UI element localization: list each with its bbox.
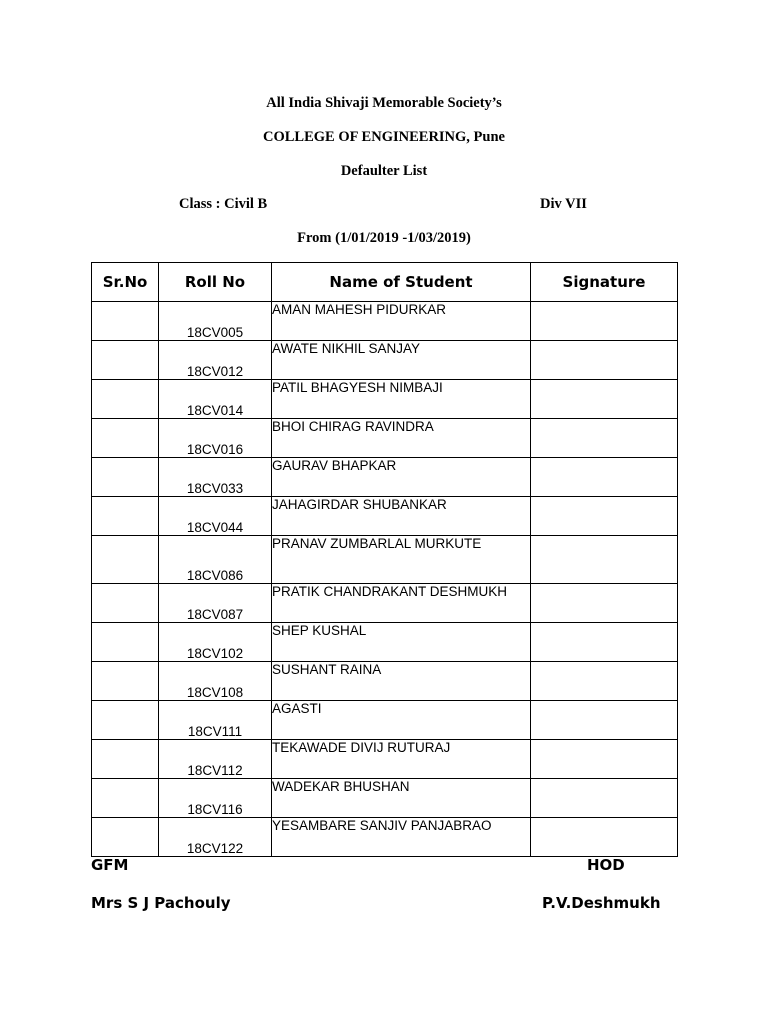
signature-cell xyxy=(531,701,678,740)
sr-no-cell xyxy=(92,497,159,536)
roll-no-cell: 18CV005 xyxy=(159,302,272,341)
student-name-cell: AMAN MAHESH PIDURKAR xyxy=(272,302,531,341)
table-row xyxy=(92,662,678,701)
student-name-cell: GAURAV BHAPKAR xyxy=(272,458,531,497)
signature-cell xyxy=(531,584,678,623)
roll-no-cell: 18CV033 xyxy=(159,458,272,497)
student-name-cell: JAHAGIRDAR SHUBANKAR xyxy=(272,497,531,536)
table-row xyxy=(92,380,678,419)
table-row xyxy=(92,536,678,584)
table-row xyxy=(92,302,678,341)
sr-no-cell xyxy=(92,779,159,818)
table-row xyxy=(92,584,678,623)
table-row xyxy=(92,779,678,818)
table-row xyxy=(92,419,678,458)
society-name: All India Shivaji Memorable Society’s xyxy=(266,95,502,111)
student-name-cell: BHOI CHIRAG RAVINDRA xyxy=(272,419,531,458)
table-row xyxy=(92,497,678,536)
student-name-cell: SUSHANT RAINA xyxy=(272,662,531,701)
table-row xyxy=(92,623,678,662)
sr-no-cell xyxy=(92,701,159,740)
student-name-cell: YESAMBARE SANJIV PANJABRAO xyxy=(272,818,531,857)
sr-no-cell xyxy=(92,584,159,623)
roll-no-cell: 18CV116 xyxy=(159,779,272,818)
sr-no-cell xyxy=(92,662,159,701)
table-row xyxy=(92,818,678,857)
division-label: Div VII xyxy=(540,196,587,212)
class-label: Class : Civil B xyxy=(179,196,268,212)
signature-cell xyxy=(531,536,678,584)
signature-cell xyxy=(531,380,678,419)
sr-no-cell xyxy=(92,818,159,857)
college-name: COLLEGE OF ENGINEERING, Pune xyxy=(263,129,505,145)
column-header-sr-no: Sr.No xyxy=(92,263,159,302)
signature-cell xyxy=(531,818,678,857)
gfm-name: Mrs S J Pachouly xyxy=(91,894,231,912)
signature-cell xyxy=(531,623,678,662)
sr-no-cell xyxy=(92,419,159,458)
student-name-cell: PATIL BHAGYESH NIMBAJI xyxy=(272,380,531,419)
signature-cell xyxy=(531,419,678,458)
roll-no-cell: 18CV014 xyxy=(159,380,272,419)
hod-name: P.V.Deshmukh xyxy=(542,894,661,912)
roll-no-cell: 18CV112 xyxy=(159,740,272,779)
column-header-roll-no: Roll No xyxy=(159,263,272,302)
column-header-student-name: Name of Student xyxy=(272,263,531,302)
table-row xyxy=(92,458,678,497)
table-header-row xyxy=(92,263,678,302)
roll-no-cell: 18CV012 xyxy=(159,341,272,380)
student-name-cell: AGASTI xyxy=(272,701,531,740)
sr-no-cell xyxy=(92,458,159,497)
hod-label: HOD xyxy=(587,856,625,874)
signature-cell xyxy=(531,662,678,701)
student-name-cell: TEKAWADE DIVIJ RUTURAJ xyxy=(272,740,531,779)
signature-cell xyxy=(531,779,678,818)
signature-cell xyxy=(531,740,678,779)
defaulter-table xyxy=(91,262,678,857)
signature-cell xyxy=(531,497,678,536)
roll-no-cell: 18CV102 xyxy=(159,623,272,662)
roll-no-cell: 18CV044 xyxy=(159,497,272,536)
student-name-cell: WADEKAR BHUSHAN xyxy=(272,779,531,818)
roll-no-cell: 18CV111 xyxy=(159,701,272,740)
period-label: From (1/01/2019 -1/03/2019) xyxy=(297,230,471,246)
student-name-cell: SHEP KUSHAL xyxy=(272,623,531,662)
sr-no-cell xyxy=(92,536,159,584)
roll-no-cell: 18CV108 xyxy=(159,662,272,701)
student-name-cell: PRATIK CHANDRAKANT DESHMUKH xyxy=(272,584,531,623)
document-title: Defaulter List xyxy=(340,163,428,179)
gfm-label: GFM xyxy=(91,856,129,874)
signature-cell xyxy=(531,341,678,380)
table-row xyxy=(92,341,678,380)
column-header-signature: Signature xyxy=(531,263,678,302)
sr-no-cell xyxy=(92,623,159,662)
roll-no-cell: 18CV016 xyxy=(159,419,272,458)
student-name-cell: AWATE NIKHIL SANJAY xyxy=(272,341,531,380)
sr-no-cell xyxy=(92,341,159,380)
signature-cell xyxy=(531,458,678,497)
roll-no-cell: 18CV086 xyxy=(159,536,272,584)
sr-no-cell xyxy=(92,740,159,779)
roll-no-cell: 18CV087 xyxy=(159,584,272,623)
table-row xyxy=(92,740,678,779)
roll-no-cell: 18CV122 xyxy=(159,818,272,857)
signature-cell xyxy=(531,302,678,341)
student-name-cell: PRANAV ZUMBARLAL MURKUTE xyxy=(272,536,531,584)
table-row xyxy=(92,701,678,740)
sr-no-cell xyxy=(92,302,159,341)
sr-no-cell xyxy=(92,380,159,419)
